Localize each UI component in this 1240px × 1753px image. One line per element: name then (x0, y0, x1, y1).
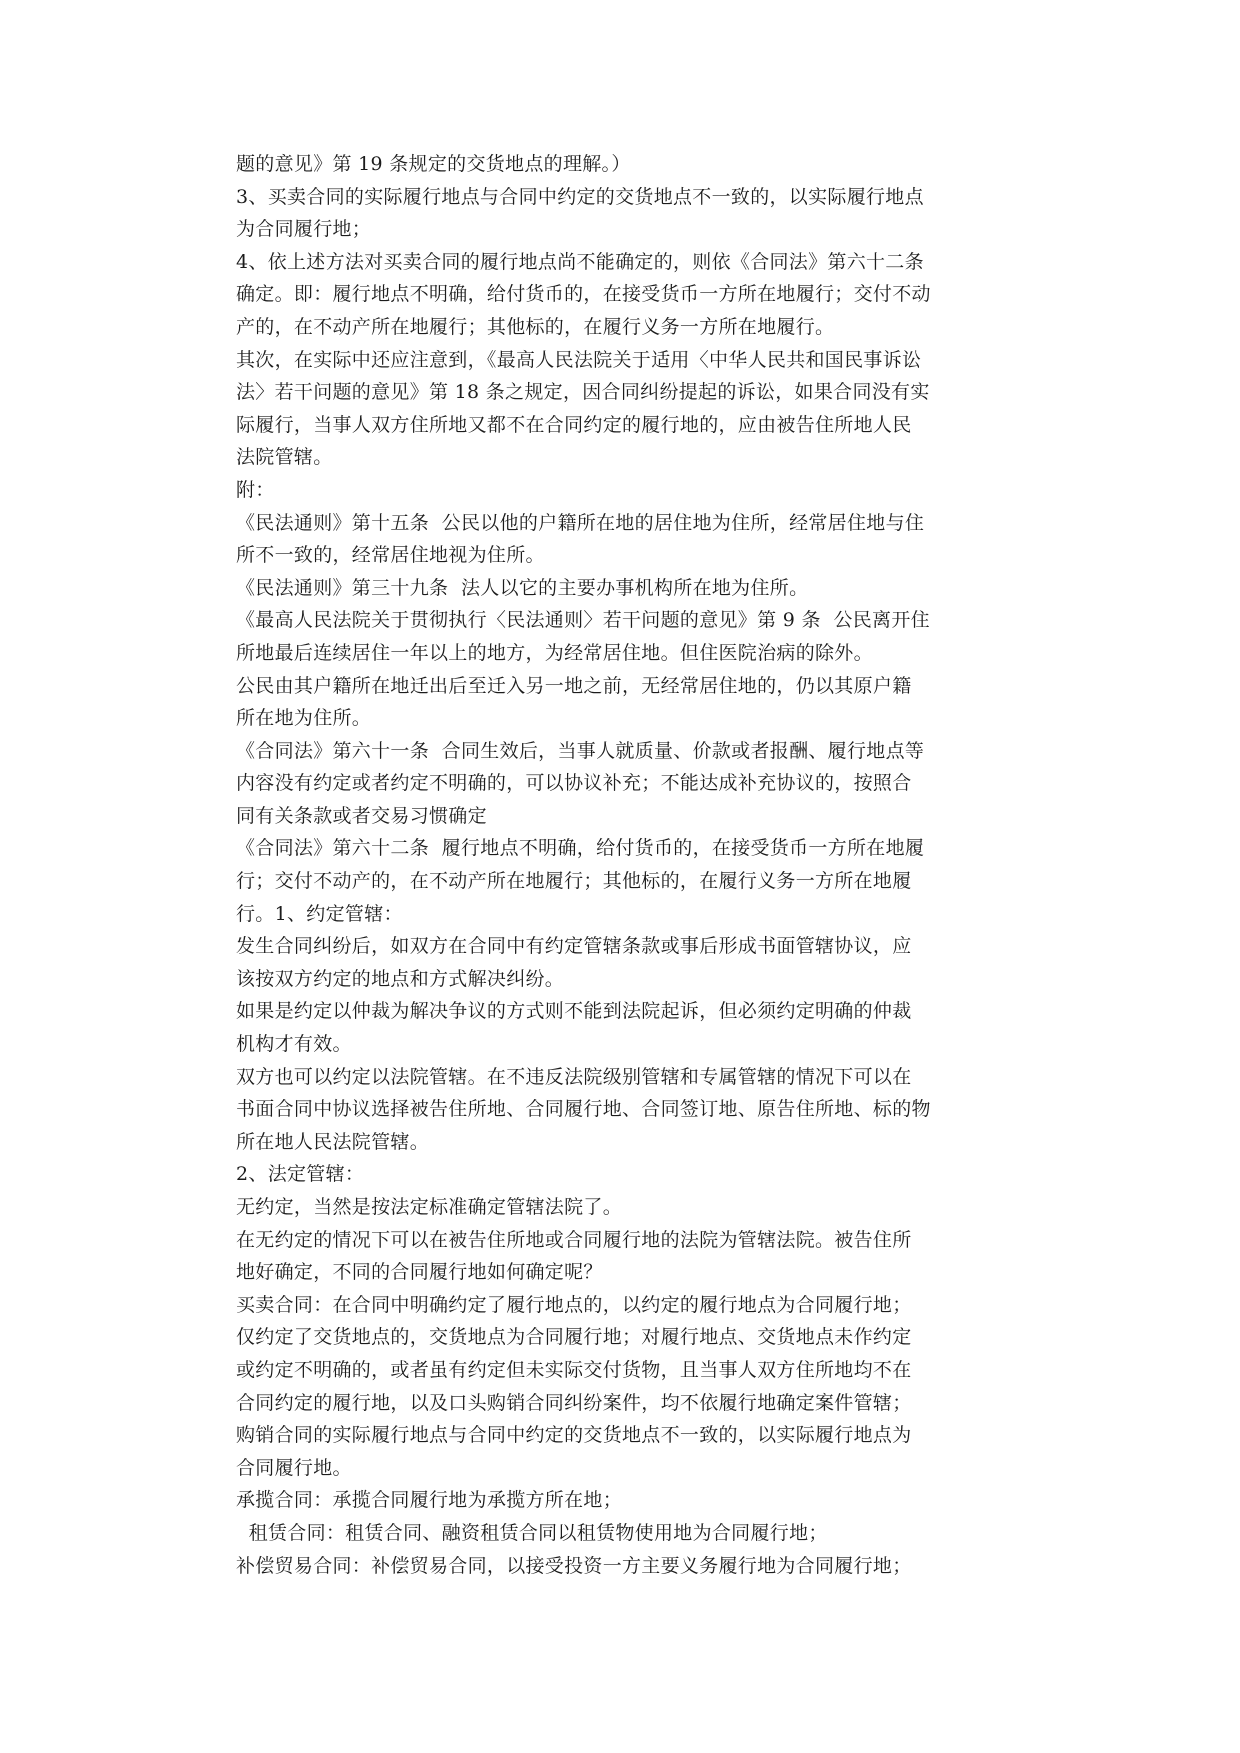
text-line: 仅约定了交货地点的，交货地点为合同履行地；对履行地点、交货地点未作约定 (236, 1326, 912, 1349)
text-line: 《合同法》第六十一条 合同生效后，当事人就质量、价款或者报酬、履行地点等 (236, 739, 925, 762)
text-line: 补偿贸易合同：补偿贸易合同，以接受投资一方主要义务履行地为合同履行地； (236, 1554, 912, 1577)
text-line: 该按双方约定的地点和方式解决纠纷。 (236, 967, 565, 990)
text-line: 合同履行地。 (236, 1456, 352, 1479)
text-line: 合同约定的履行地，以及口头购销合同纠纷案件，均不依履行地确定案件管辖； (236, 1391, 912, 1414)
text-line: 内容没有约定或者约定不明确的，可以协议补充；不能达成补充协议的，按照合 (236, 772, 912, 795)
text-line: 买卖合同：在合同中明确约定了履行地点的，以约定的履行地点为合同履行地； (236, 1293, 912, 1316)
text-line: 所在地人民法院管辖。 (236, 1130, 430, 1153)
text-line: 双方也可以约定以法院管辖。在不违反法院级别管辖和专属管辖的情况下可以在 (236, 1065, 912, 1088)
text-line: 法〉若干问题的意见》第 18 条之规定，因合同纠纷提起的诉讼，如果合同没有实 (236, 381, 930, 404)
text-line: 承揽合同：承揽合同履行地为承揽方所在地； (236, 1489, 623, 1512)
text-line: 产的，在不动产所在地履行；其他标的，在履行义务一方所在地履行。 (236, 315, 835, 338)
text-line: 其次，在实际中还应注意到，《最高人民法院关于适用〈中华人民共和国民事诉讼 (236, 348, 922, 371)
text-line: 地好确定，不同的合同履行地如何确定呢？ (236, 1261, 603, 1284)
text-line: 《合同法》第六十二条 履行地点不明确，给付货币的，在接受货币一方所在地履 (236, 837, 925, 860)
text-line: 2、法定管辖： (236, 1163, 365, 1186)
text-line: 确定。即：履行地点不明确，给付货币的，在接受货币一方所在地履行；交付不动 (236, 283, 931, 306)
text-line: 同有关条款或者交易习惯确定 (236, 804, 487, 827)
text-line: 题的意见》第 19 条规定的交货地点的理解。） (236, 153, 631, 175)
text-line: 所地最后连续居住一年以上的地方，为经常居住地。但住医院治病的除外。 (236, 641, 873, 664)
text-line: 公民由其户籍所在地迁出后至迁入另一地之前，无经常居住地的，仍以其原户籍 (236, 674, 912, 697)
text-line: 所不一致的，经常居住地视为住所。 (236, 544, 545, 567)
text-line: 无约定，当然是按法定标准确定管辖法院了。 (236, 1196, 623, 1218)
text-line: 书面合同中协议选择被告住所地、合同履行地、合同签订地、原告住所地、标的物 (236, 1098, 931, 1121)
text-line: 《民法通则》第三十九条 法人以它的主要办事机构所在地为住所。 (236, 576, 809, 599)
text-line: 所在地为住所。 (236, 707, 372, 730)
text-line: 附： (236, 478, 275, 501)
text-line: 在无约定的情况下可以在被告住所地或合同履行地的法院为管辖法院。被告住所 (236, 1228, 912, 1251)
text-line: 《最高人民法院关于贯彻执行〈民法通则〉若干问题的意见》第 9 条 公民离开住 (236, 609, 930, 632)
text-line: 或约定不明确的，或者虽有约定但未实际交付货物，且当事人双方住所地均不在 (236, 1358, 912, 1381)
text-line: 租赁合同：租赁合同、融资租赁合同以租赁物使用地为合同履行地； (236, 1521, 828, 1544)
text-line: 发生合同纠纷后，如双方在合同中有约定管辖条款或事后形成书面管辖协议，应 (236, 935, 912, 958)
text-line: 《民法通则》第十五条 公民以他的户籍所在地的居住地为住所，经常居住地与住 (236, 511, 925, 534)
document-body (236, 148, 1012, 1582)
text-line: 3、买卖合同的实际履行地点与合同中约定的交货地点不一致的，以实际履行地点 (236, 185, 924, 208)
text-line: 机构才有效。 (236, 1033, 352, 1056)
text-line: 购销合同的实际履行地点与合同中约定的交货地点不一致的，以实际履行地点为 (236, 1424, 912, 1447)
text-line: 为合同履行地； (236, 218, 372, 241)
text-line: 法院管辖。 (236, 446, 333, 469)
text-line: 际履行，当事人双方住所地又都不在合同约定的履行地的，应由被告住所地人民 (236, 413, 912, 436)
text-line: 如果是约定以仲裁为解决争议的方式则不能到法院起诉，但必须约定明确的仲裁 (236, 1000, 912, 1023)
text-line: 4、依上述方法对买卖合同的履行地点尚不能确定的，则依《合同法》第六十二条 (236, 250, 924, 273)
text-line: 行；交付不动产的，在不动产所在地履行；其他标的，在履行义务一方所在地履 (236, 870, 912, 893)
text-line: 行。1、约定管辖： (236, 902, 403, 925)
